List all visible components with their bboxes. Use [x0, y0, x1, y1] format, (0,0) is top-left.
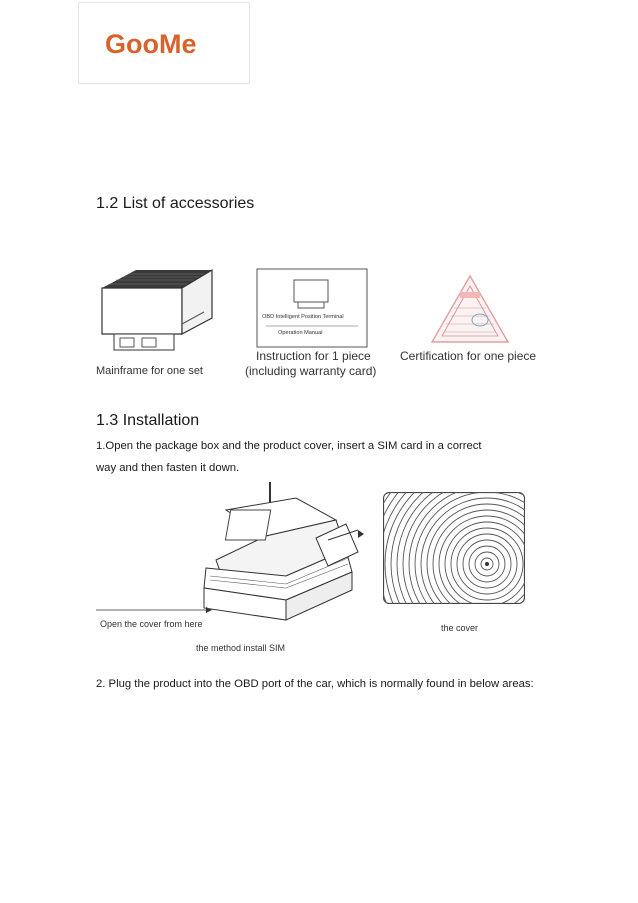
step1-text-line1: 1.Open the package box and the product cover, insert a SIM card in a correct	[96, 440, 482, 452]
certification-caption: Certification for one piece	[400, 349, 537, 363]
mainframe-image	[96, 266, 216, 356]
logo	[78, 2, 250, 84]
installation-heading: 1.3 Installation	[96, 412, 200, 429]
goome-logo-icon	[79, 3, 251, 85]
cover-caption: the cover	[441, 623, 479, 633]
logo-text: GooMe	[105, 29, 197, 59]
step2-text: 2. Plug the product into the OBD port of the car, which is normally found in below areas:	[96, 678, 534, 690]
instruction-caption-line2: (including warranty card)	[245, 364, 377, 378]
mainframe-caption: Mainframe for one set	[96, 365, 203, 377]
manual-label-line1: OBD Intelligent Position Terminal	[262, 314, 344, 320]
certification-image	[430, 272, 510, 346]
cover-image	[383, 492, 525, 604]
step1-text-line2: way and then fasten it down.	[96, 462, 240, 474]
method-caption: the method install SIM	[196, 643, 286, 653]
sim-install-image	[96, 480, 366, 630]
accessories-heading: 1.2 List of accessories	[96, 195, 255, 212]
open-cover-caption: Open the cover from here	[100, 619, 203, 629]
instruction-caption-line1: Instruction for 1 piece	[256, 349, 371, 363]
manual-label-line2: Operation Manual	[278, 330, 323, 336]
